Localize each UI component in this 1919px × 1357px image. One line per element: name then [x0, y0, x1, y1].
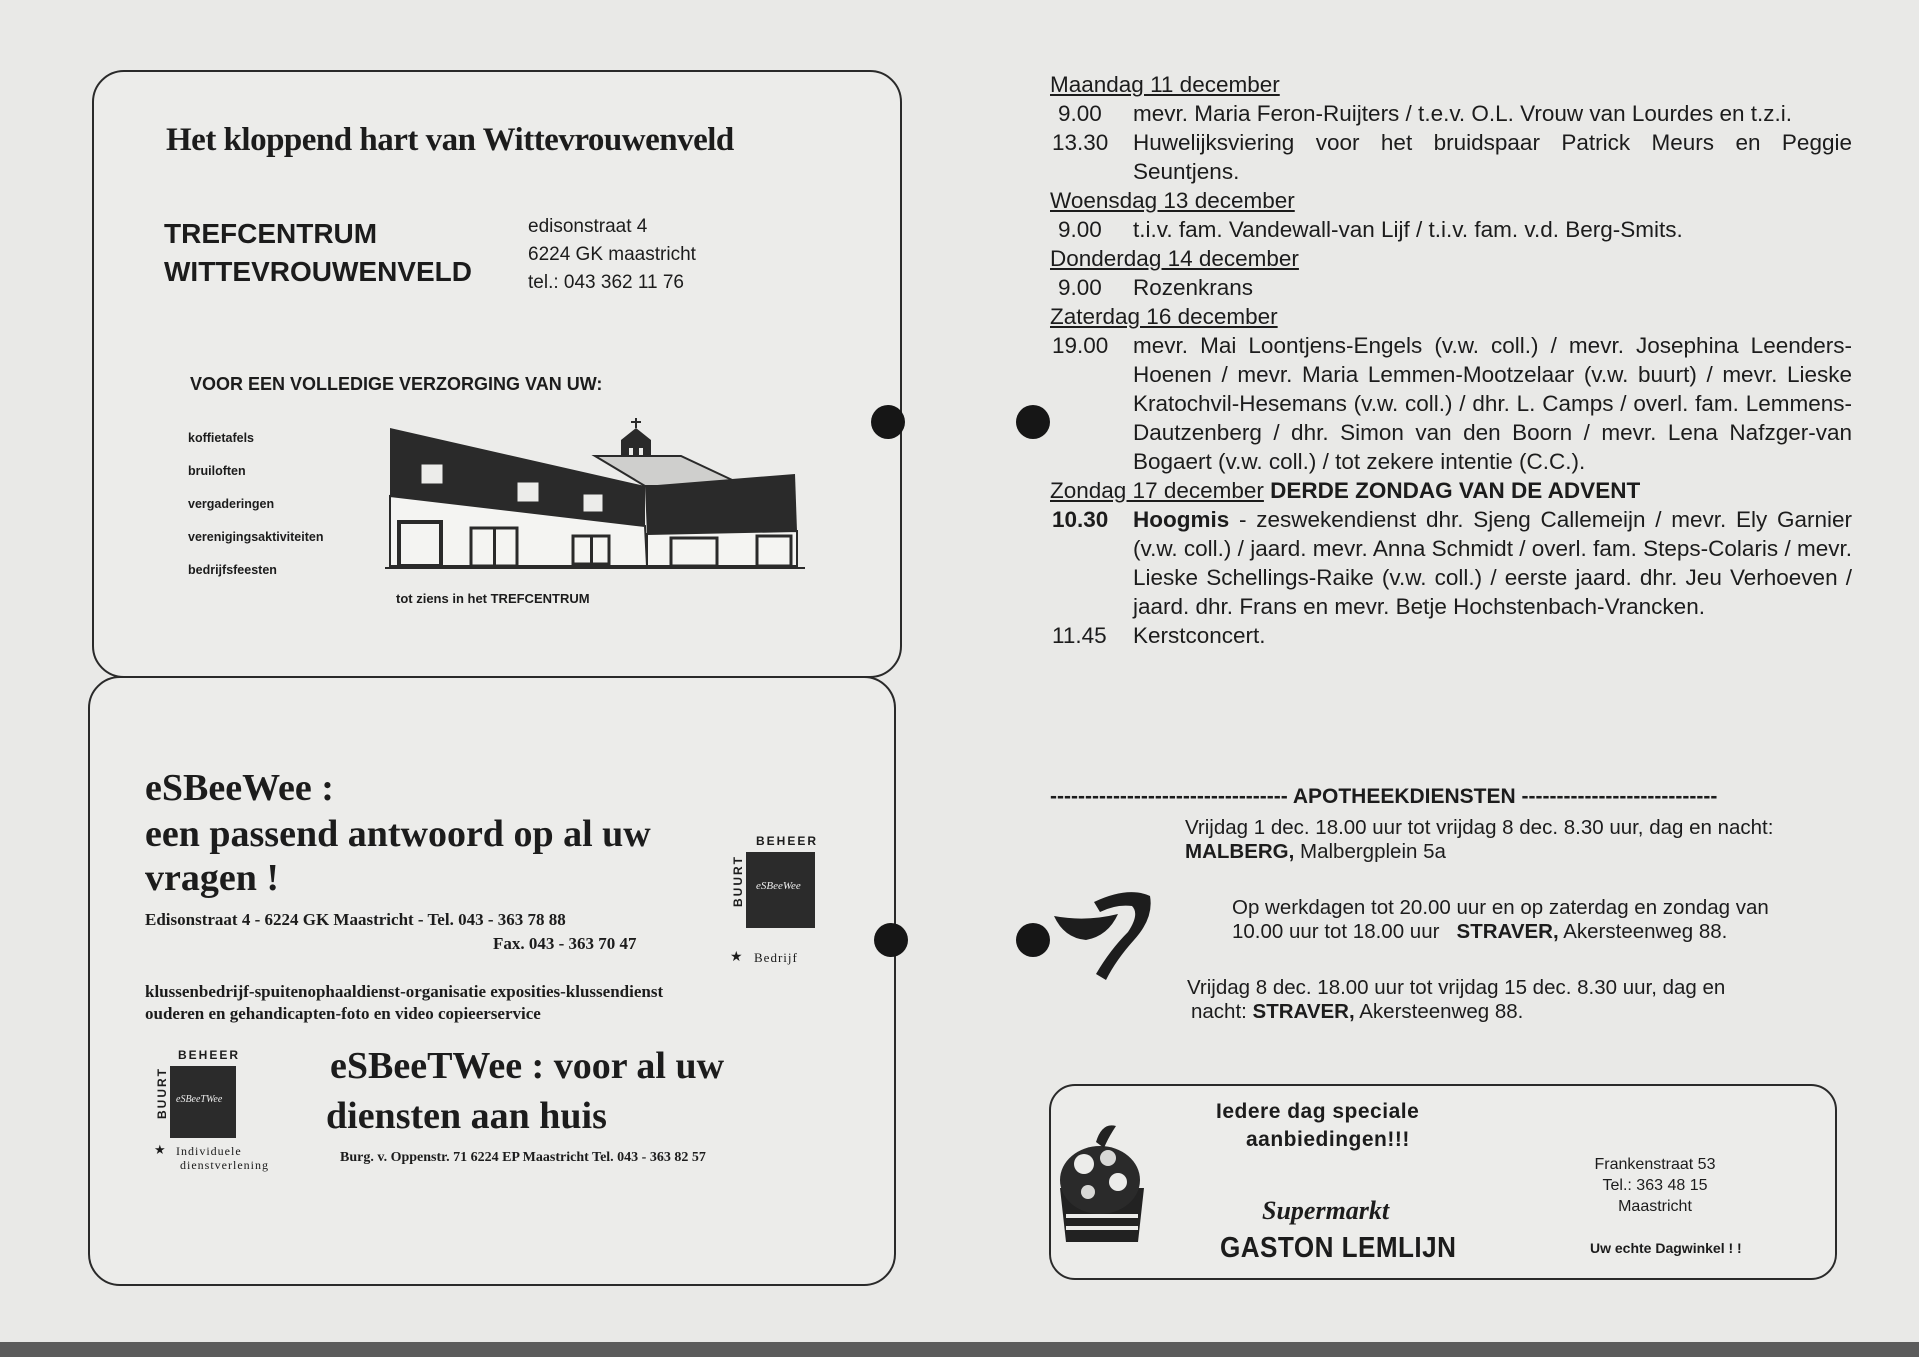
- entry-text-wrap: [1133, 505, 1852, 621]
- service-item: koffietafels: [188, 431, 254, 445]
- logo-text-bottom-line1: Individuele: [176, 1144, 242, 1158]
- entry-lead: Hoogmis: [1133, 507, 1230, 532]
- schedule-day: [1050, 244, 1852, 302]
- entry-time: 10.30: [1052, 507, 1109, 532]
- apotheek-p3-line2: nacht:: [1191, 1000, 1253, 1023]
- logo-text-bottom-line2: dienstverlening: [180, 1158, 269, 1172]
- day-heading: Woensdag 13 december: [1050, 188, 1295, 213]
- binder-hole: [1016, 923, 1050, 957]
- service-item: bedrijfsfeesten: [188, 563, 277, 577]
- entry-time: 9.00: [1058, 217, 1102, 242]
- apotheek-p3-line1: Vrijdag 8 dec. 18.00 uur tot vrijdag 15 dec. 8.30 uur, dag en: [1187, 976, 1726, 999]
- esbeetwee-title-line1: eSBeeTWee : voor al uw: [330, 1045, 725, 1087]
- schedule-entry: [1050, 273, 1852, 302]
- entry-text: Huwelijksviering voor het bruidspaar Patrick Meurs en Peggie Seuntjens.: [1133, 130, 1852, 184]
- schedule-entry: [1050, 505, 1852, 621]
- entry-text: Kerstconcert.: [1133, 623, 1266, 648]
- binder-hole: [871, 405, 905, 439]
- logo-script: eSBeeWee: [756, 880, 801, 892]
- service-item: verenigingsaktiviteiten: [188, 530, 324, 544]
- logo-text-side: BUURT: [155, 1067, 169, 1119]
- esbeewee-tagline-line1: een passend antwoord op al uw: [145, 813, 651, 855]
- entry-time: 11.45: [1052, 623, 1107, 648]
- entry-time: 9.00: [1058, 275, 1102, 300]
- esbeewee-services-line1: klussenbedrijf-spuitenophaaldienst-organisatie exposities-klussendienst: [145, 982, 664, 1001]
- esbeewee-title: eSBeeWee :: [145, 767, 334, 809]
- day-heading: Donderdag 14 december: [1050, 246, 1299, 271]
- trefcentrum-services-list: [188, 422, 323, 587]
- supermarkt-promo-line1: Iedere dag speciale: [1216, 1100, 1420, 1123]
- trefcentrum-name-line1: TREFCENTRUM: [164, 218, 378, 249]
- supermarkt-script-word: Supermarkt: [1262, 1196, 1390, 1225]
- pharmacy-name: MALBERG,: [1185, 840, 1295, 863]
- logo-text-top: BEHEER: [178, 1048, 241, 1062]
- apotheek-p1: [1185, 816, 1773, 864]
- logo-script: eSBeeTWee: [176, 1094, 223, 1105]
- supermarkt-address: [1590, 1154, 1720, 1217]
- schedule-day: [1050, 476, 1852, 650]
- schedule-day: [1050, 186, 1852, 244]
- trefcentrum-name-line2: WITTEVROUWENVELD: [164, 256, 472, 287]
- star-icon: ★: [730, 948, 743, 964]
- schedule-day: [1050, 302, 1852, 476]
- schedule-day: [1050, 70, 1852, 186]
- star-icon: ★: [154, 1142, 166, 1157]
- supermarkt-address-line2: Tel.: 363 48 15: [1602, 1177, 1708, 1194]
- entry-time: 9.00: [1058, 101, 1102, 126]
- esbeewee-tagline-line2: vragen !: [145, 857, 280, 899]
- food-basket-icon: [1052, 1118, 1152, 1244]
- binder-hole: [874, 923, 908, 957]
- entry-text: Rozenkrans: [1133, 275, 1254, 300]
- day-heading: Zaterdag 16 december: [1050, 304, 1278, 329]
- schedule-entry: [1050, 99, 1852, 128]
- apotheek-p2-line1: Op werkdagen tot 20.00 uur en op zaterdag en zondag van: [1232, 896, 1769, 919]
- apotheek-p3: [1187, 976, 1725, 1024]
- scan-bottom-edge: [0, 1342, 1919, 1357]
- trefcentrum-address-line3: tel.: 043 362 11 76: [528, 272, 684, 293]
- apotheek-p1-line1: Vrijdag 1 dec. 18.00 uur tot vrijdag 8 dec. 8.30 uur, dag en nacht:: [1185, 816, 1774, 839]
- day-heading: Maandag 11 december: [1050, 72, 1280, 97]
- entry-text: mevr. Mai Loontjens-Engels (v.w. coll.) / mevr. Josephina Leenders-Hoenen / mevr. Maria Lemmen-Mootzelaar (v.w. buurt) / mevr. Lieske Kratochvil-Hesemans (v.w. coll.) / dhr. L. Camps / overl. fam. Lemmens-Dautzenberg / dhr. Simon van den Boorn / mevr. Lena Nafzger-van Bogaert (v.w. coll.) / tot zekere intentie (C.C.).: [1133, 333, 1852, 474]
- esbeetwee-address: Burg. v. Oppenstr. 71 6224 EP Maastricht Tel. 043 - 363 82 57: [340, 1150, 706, 1165]
- entry-time: 19.00: [1052, 333, 1109, 358]
- schedule-entry: [1050, 215, 1852, 244]
- day-heading: Zondag 17 december: [1050, 478, 1264, 503]
- apotheek-p2-line2: 10.00 uur tot 18.00 uur: [1232, 920, 1457, 943]
- pharmacy-name: STRAVER,: [1456, 920, 1559, 943]
- entry-text: - zeswekendienst dhr. Sjeng Callemeijn / mevr. Ely Garnier (v.w. coll.) / jaard. mevr. Anna Schmidt / overl. fam. Steps-Colaris / mevr. Lieske Schellings-Raike (v.w. coll.) / eerste jaard. dhr. Jeu Verhoeven / jaard. dhr. Frans en mevr. Betje Hochstenbach-Vrancken.: [1133, 507, 1852, 619]
- supermarkt-name: GASTON LEMLIJN: [1220, 1232, 1457, 1264]
- trefcentrum-headline: Het kloppend hart van Wittevrouwenveld: [166, 122, 734, 158]
- day-heading-suffix: DERDE ZONDAG VAN DE ADVENT: [1270, 478, 1641, 503]
- service-item: vergaderingen: [188, 497, 275, 511]
- binder-hole: [1016, 405, 1050, 439]
- entry-text: t.i.v. fam. Vandewall-van Lijf / t.i.v. fam. v.d. Berg-Smits.: [1133, 217, 1683, 242]
- pharmacy-address: Akersteenweg 88.: [1354, 1000, 1524, 1023]
- pharmacy-name: STRAVER,: [1252, 1000, 1355, 1023]
- supermarkt-address-line3: Maastricht: [1618, 1198, 1692, 1215]
- trefcentrum-address-line1: edisonstraat 4: [528, 216, 648, 237]
- trefcentrum-footer: tot ziens in het TREFCENTRUM: [396, 591, 590, 606]
- esbeetwee-title-line2: diensten aan huis: [326, 1095, 607, 1137]
- apotheek-header: ---------------------------------- APOTHEEKDIENSTEN ----------------------------: [1050, 785, 1718, 808]
- entry-time: 13.30: [1052, 130, 1109, 155]
- logo-text-bottom: Bedrijf: [754, 950, 798, 965]
- pharmacy-address: Malbergplein 5a: [1294, 840, 1446, 863]
- supermarkt-slogan: Uw echte Dagwinkel ! !: [1590, 1240, 1742, 1256]
- esbeewee-address: Edisonstraat 4 - 6224 GK Maastricht - Tel. 043 - 363 78 88: [145, 910, 566, 929]
- logo-text-side: BUURT: [731, 855, 745, 907]
- esbeewee-services-line2: ouderen en gehandicapten-foto en video copieerservice: [145, 1004, 541, 1023]
- schedule-entry: [1050, 331, 1852, 476]
- trefcentrum-address-line2: 6224 GK maastricht: [528, 244, 696, 265]
- pharmacy-address: Akersteenweg 88.: [1558, 920, 1728, 943]
- esbeewee-logo: [726, 830, 838, 968]
- apotheek-p2: [1232, 896, 1769, 944]
- mass-schedule: [1050, 70, 1852, 650]
- pharmacy-bowl-icon: [1046, 888, 1160, 984]
- esbeetwee-logo: [152, 1046, 292, 1176]
- supermarkt-address-line1: Frankenstraat 53: [1594, 1156, 1716, 1173]
- esbeewee-fax: Fax. 043 - 363 70 47: [493, 934, 637, 953]
- entry-text: mevr. Maria Feron-Ruijters / t.e.v. O.L. Vrouw van Lourdes en t.z.i.: [1133, 101, 1792, 126]
- trefcentrum-subheading: VOOR EEN VOLLEDIGE VERZORGING VAN UW:: [190, 374, 603, 394]
- supermarkt-promo-line2: aanbiedingen!!!: [1246, 1128, 1410, 1151]
- service-item: bruiloften: [188, 464, 246, 478]
- schedule-entry: [1050, 128, 1852, 186]
- church-building-illustration: [385, 416, 805, 572]
- schedule-entry: [1050, 621, 1852, 650]
- logo-text-top: BEHEER: [756, 834, 819, 848]
